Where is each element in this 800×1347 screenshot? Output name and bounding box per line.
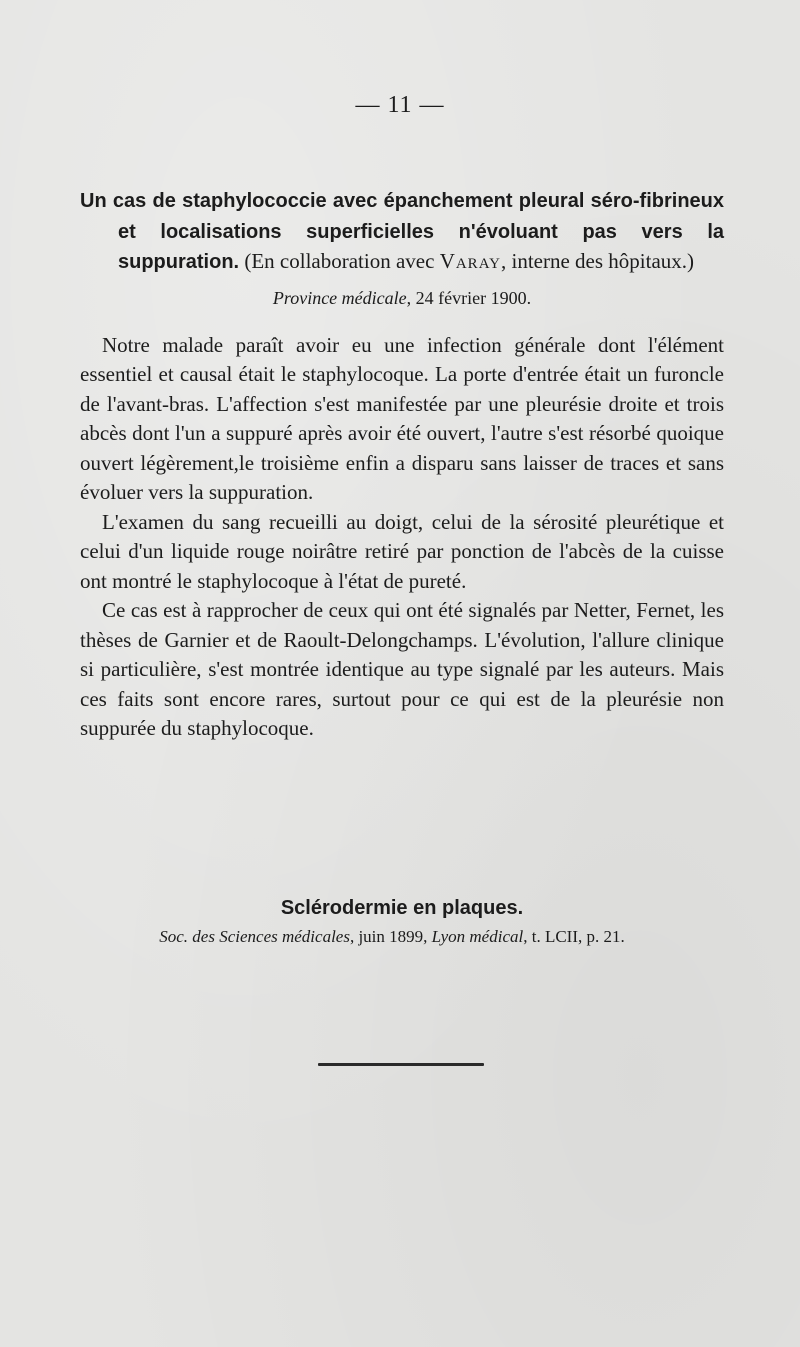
page-number: — 11 —: [355, 92, 445, 118]
collaborator-name: Varay: [439, 249, 501, 273]
publication-entry-staphylococcie: [80, 186, 724, 744]
citation-date: , juin 1899,: [349, 927, 432, 946]
entry-citation: [60, 927, 724, 947]
entry-citation: [80, 288, 724, 309]
citation-society: Soc. des Sciences médicales: [159, 927, 350, 946]
collaboration-note-start: (En collaboration avec: [244, 249, 440, 273]
publication-entry-sclerodermie: [80, 893, 724, 947]
citation-journal: Province médicale: [272, 287, 407, 308]
citation-date: , 24 février 1900.: [406, 287, 532, 308]
entry-title: [80, 186, 724, 278]
body-paragraph: L'examen du sang recueilli au doigt, celui de la sérosité pleurétique et celui d'un liquide rouge noirâtre retiré par ponction de l'abcès de la cuisse ont montré le staphylocoque à l'état de pureté.: [80, 509, 724, 593]
end-rule-divider: [318, 1063, 484, 1066]
entry-title-bold: Un cas de staphylococcie avec épanchement pleural séro-fibrineux et localisations superficielles n'évoluant pas vers la suppuration.: [80, 190, 724, 273]
body-paragraph: Notre malade paraît avoir eu une infection générale dont l'élément essentiel et causal était le staphylocoque. La porte d'entrée était un furoncle de l'avant-bras. L'affection s'est manifestée par une pleurésie droite et trois abcès dont l'un a suppuré après avoir été ouvert, l'autre s'est résorbé quoique ouvert légèrement,le troisième enfin a disparu sans laisser de traces et sans évoluer vers la suppuration.: [80, 332, 724, 504]
body-paragraph: Ce cas est à rapprocher de ceux qui ont été signalés par Netter, Fernet, les thèses de Garnier et de Raoult-Delongchamps. L'évolution, l'allure clinique si particulière, s'est montrée identique au type signalé par les auteurs. Mais ces faits sont encore rares, surtout pour ce qui est de la pleurésie non suppurée du staphylocoque.: [80, 598, 724, 740]
citation-volume-page: , t. LCII, p. 21.: [523, 927, 625, 946]
entry-title: Sclérodermie en plaques.: [280, 897, 524, 919]
entry-body: [80, 331, 724, 744]
collaboration-note-end: , interne des hôpitaux.): [500, 249, 695, 273]
citation-journal: Lyon médical: [431, 927, 524, 946]
